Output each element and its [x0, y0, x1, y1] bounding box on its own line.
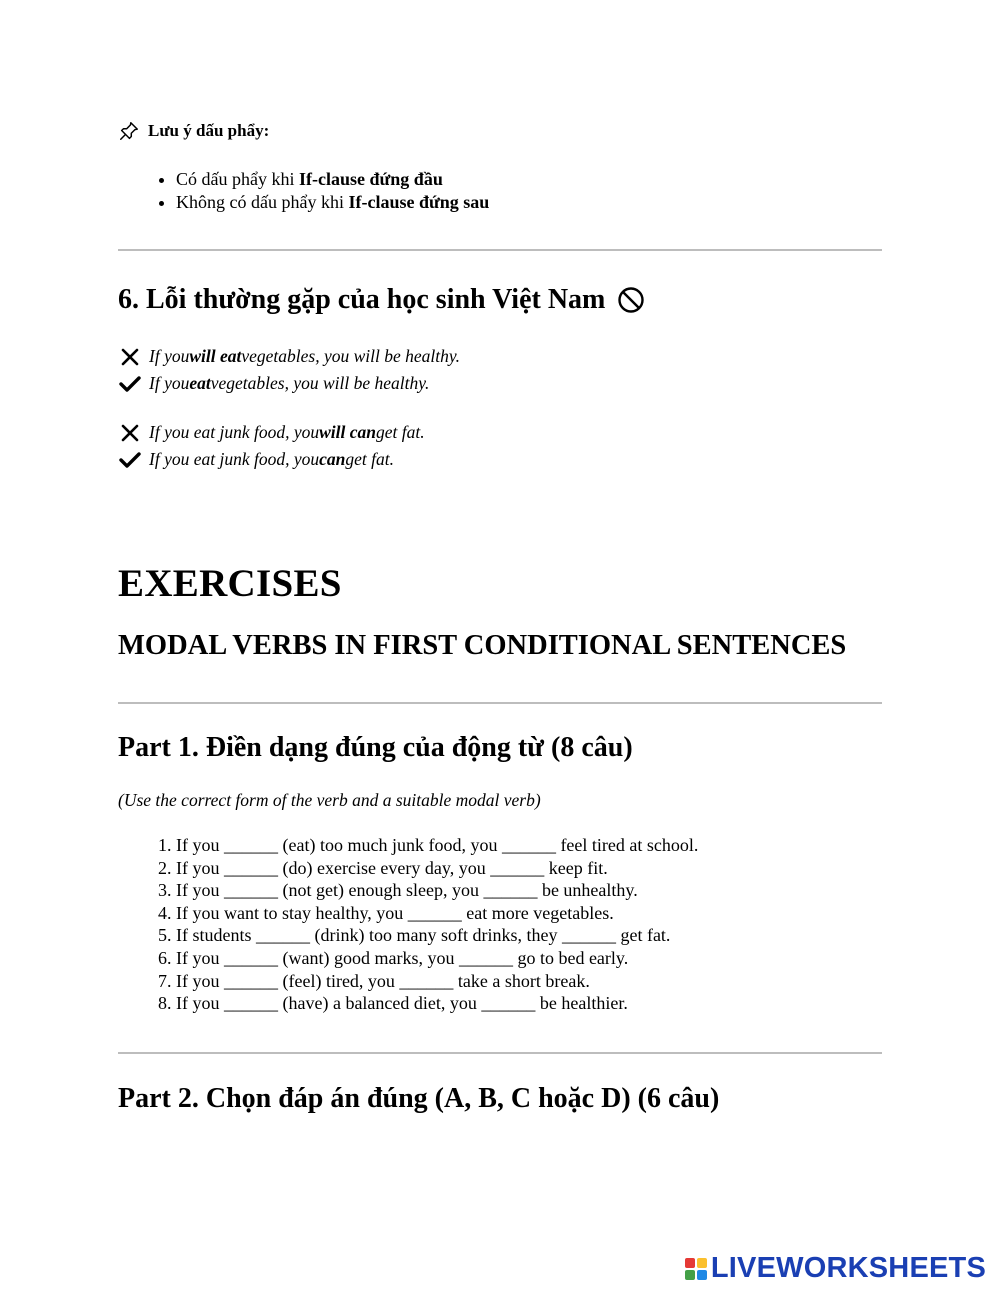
correct-example: If you eat junk food, you can get fat. — [118, 449, 394, 470]
part-1-questions — [130, 834, 698, 1015]
correct-example: If you eat vegetables, you will be healthy. — [118, 373, 429, 394]
exercises-heading: EXERCISES — [118, 562, 342, 605]
prohibited-icon — [617, 286, 645, 314]
divider — [118, 1052, 882, 1054]
question-item: 8. If you ______ (have) a balanced diet, you ______ be healthier. — [176, 992, 698, 1015]
question-item: 3. If you ______ (not get) enough sleep, you ______ be unhealthy. — [176, 879, 698, 902]
part-1-instruction: (Use the correct form of the verb and a suitable modal verb) — [118, 790, 541, 810]
logo-square — [697, 1258, 707, 1268]
logo-text: LIVEWORKSHEETS — [710, 1252, 986, 1284]
list-item: • Có dấu phẩy khi If-clause đứng đầu — [176, 168, 489, 191]
cross-icon — [118, 347, 142, 367]
pushpin-icon — [118, 120, 140, 142]
divider — [118, 702, 882, 704]
question-item: 6. If you ______ (want) good marks, you ______ go to bed early. — [176, 947, 698, 970]
liveworksheets-logo-icon — [685, 1258, 707, 1280]
divider — [118, 249, 882, 251]
list-item: • Không có dấu phẩy khi If-clause đứng sau — [176, 191, 489, 214]
logo-square — [685, 1258, 695, 1268]
question-item: 7. If you ______ (feel) tired, you ______ take a short break. — [176, 970, 698, 993]
part-2-heading: Part 2. Chọn đáp án đúng (A, B, C hoặc D) (6 câu) — [118, 1083, 720, 1114]
question-item: 4. If you want to stay healthy, you ______ eat more vegetables. — [176, 902, 698, 925]
wrong-example: If you eat junk food, you will can get fat. — [118, 422, 425, 443]
cross-icon — [118, 423, 142, 443]
wrong-example: If you will eat vegetables, you will be healthy. — [118, 346, 460, 367]
exercises-subheading: MODAL VERBS IN FIRST CONDITIONAL SENTENCES — [118, 630, 847, 661]
question-item: 5. If students ______ (drink) too many soft drinks, they ______ get fat. — [176, 924, 698, 947]
question-item: 1. If you ______ (eat) too much junk food, you ______ feel tired at school. — [176, 834, 698, 857]
comma-rules-list — [130, 168, 489, 214]
logo-square — [685, 1270, 695, 1280]
part-1-heading: Part 1. Điền dạng đúng của động từ (8 câu) — [118, 732, 633, 763]
logo-square — [697, 1270, 707, 1280]
check-icon — [118, 374, 142, 394]
liveworksheets-logo — [685, 1252, 986, 1285]
check-icon — [118, 450, 142, 470]
section-6-heading: 6. Lỗi thường gặp của học sinh Việt Nam — [118, 284, 645, 316]
comma-note-title: Lưu ý dấu phẩy: — [118, 120, 269, 142]
question-item: 2. If you ______ (do) exercise every day, you ______ keep fit. — [176, 857, 698, 880]
